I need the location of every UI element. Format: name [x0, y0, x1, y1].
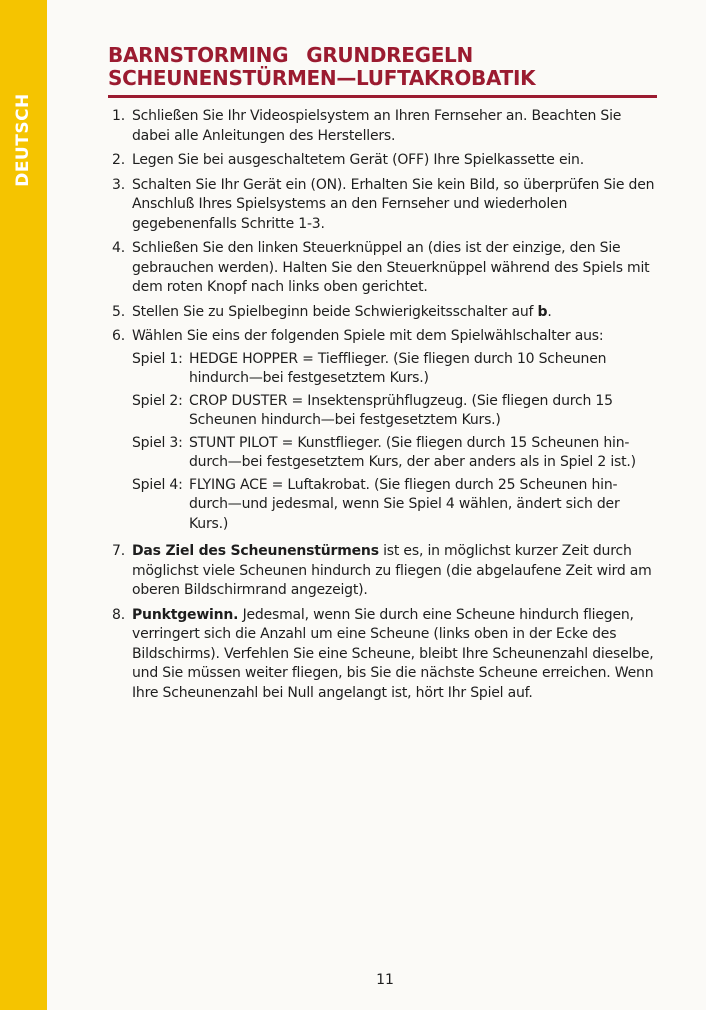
game-description-cont: Scheunen hindurch—bei festgesetztem Kurs.) [189, 412, 501, 428]
language-tab-label: DEUTSCH [13, 93, 33, 187]
item-text-main: Stellen Sie zu Spielbeginn beide Schwierigkeitsschalter auf [132, 303, 534, 320]
game-label: Spiel 2: [132, 392, 183, 409]
item-text: Wählen Sie eins der folgenden Spiele mit dem Spielwählschalter aus: [132, 328, 604, 344]
item-number: 3. [112, 176, 125, 193]
game-description: STUNT PILOT = Kunstflieger. (Sie fliegen durch 15 Scheunen hin- [189, 434, 630, 451]
list-item [112, 176, 660, 235]
page-title [108, 44, 656, 90]
game-option [132, 476, 660, 535]
item-number: 7. [112, 543, 125, 559]
game-label: Spiel 4: [132, 476, 183, 493]
list-item [112, 239, 660, 298]
game-description-cont: durch—und jedesmal, wenn Sie Spiel 4 wählen, ändert sich der Kurs.) [189, 496, 620, 532]
title-line-2: SCHEUNENSTÜRMEN—LUFTAKROBATIK [108, 66, 536, 90]
item-number: 1. [112, 108, 125, 124]
item-text-tail: . [547, 303, 552, 320]
game-description-cont: hindurch—bei festgesetztem Kurs.) [189, 370, 429, 386]
item-text-main: Jedesmal, wenn Sie durch eine Scheune hindurch fliegen, verringert sich die Anzahl um eine Scheune (links oben in der Ecke des Bildschirms). Verfehlen Sie eine Scheune, bleibt Ihre Scheunenzahl dieselbe, und Sie müssen weiter fliegen, bis Sie die nächste Scheune erreichen. Wenn Ihre Scheunenzahl bei Null angelangt ist, hört Ihr Spiel auf. [132, 606, 654, 701]
item-text: Schließen Sie den linken Steuerknüppel an (dies ist der einzige, den Sie gebrauchen werden). Halten Sie den Steuerknüppel während des Spiels mit dem roten Knopf nach links oben gerichtet. [132, 240, 650, 295]
page-number: 11 [376, 972, 394, 988]
title-underline [108, 95, 657, 98]
item-number: 4. [112, 240, 125, 256]
item-text: Schalten Sie Ihr Gerät ein (ON). Erhalten Sie kein Bild, so überprüfen Sie den Anschluß Ihres Spielsystems an den Fernseher und wiederholen gegebenenfalls Schritte 1-3. [132, 176, 655, 232]
game-description-cont: durch—bei festgesetztem Kurs, der aber anders als in Spiel 2 ist.) [189, 454, 636, 470]
game-label: Spiel 3: [132, 434, 183, 451]
list-item [112, 606, 660, 704]
list-item [112, 327, 660, 537]
game-option [132, 350, 660, 389]
item-text [132, 542, 660, 601]
item-text-main: ist es, in möglichst kurzer Zeit durch möglichst viele Scheunen hindurch zu fliegen (die abgelaufene Zeit wird am oberen Bildschirmrand angezeigt). [132, 543, 652, 598]
game-option [132, 392, 660, 431]
side-color-band [0, 0, 47, 1010]
rules-list [112, 107, 660, 708]
game-description: HEDGE HOPPER = Tiefflieger. (Sie fliegen durch 10 Scheunen [189, 350, 607, 367]
list-item [112, 303, 660, 323]
item-number: 5. [112, 303, 125, 320]
item-text [132, 303, 660, 323]
game-description: FLYING ACE = Luftakrobat. (Sie fliegen durch 25 Scheunen hin- [189, 476, 618, 493]
item-number: 2. [112, 152, 125, 168]
item-text-bold: Punktgewinn. [132, 606, 239, 623]
item-text-bold: b [537, 303, 548, 320]
game-option [132, 434, 660, 473]
item-text-bold: Das Ziel des Scheunenstürmens [132, 543, 379, 559]
item-text [132, 606, 660, 704]
game-label: Spiel 1: [132, 350, 183, 367]
game-description: CROP DUSTER = Insektensprühflugzeug. (Sie fliegen durch 15 [189, 392, 613, 409]
title-line-1 [108, 44, 656, 67]
item-text: Legen Sie bei ausgeschaltetem Gerät (OFF) Ihre Spielkassette ein. [132, 152, 584, 168]
list-item [112, 107, 660, 146]
item-text: Schließen Sie Ihr Videospielsystem an Ihren Fernseher an. Beachten Sie dabei alle Anleitungen des Herstellers. [132, 108, 622, 144]
list-item [112, 542, 660, 601]
title-english: BARNSTORMING [108, 43, 289, 67]
item-number: 6. [112, 328, 125, 344]
item-number: 8. [112, 606, 125, 623]
list-item [112, 151, 660, 171]
title-german: GRUNDREGELN [306, 43, 473, 67]
